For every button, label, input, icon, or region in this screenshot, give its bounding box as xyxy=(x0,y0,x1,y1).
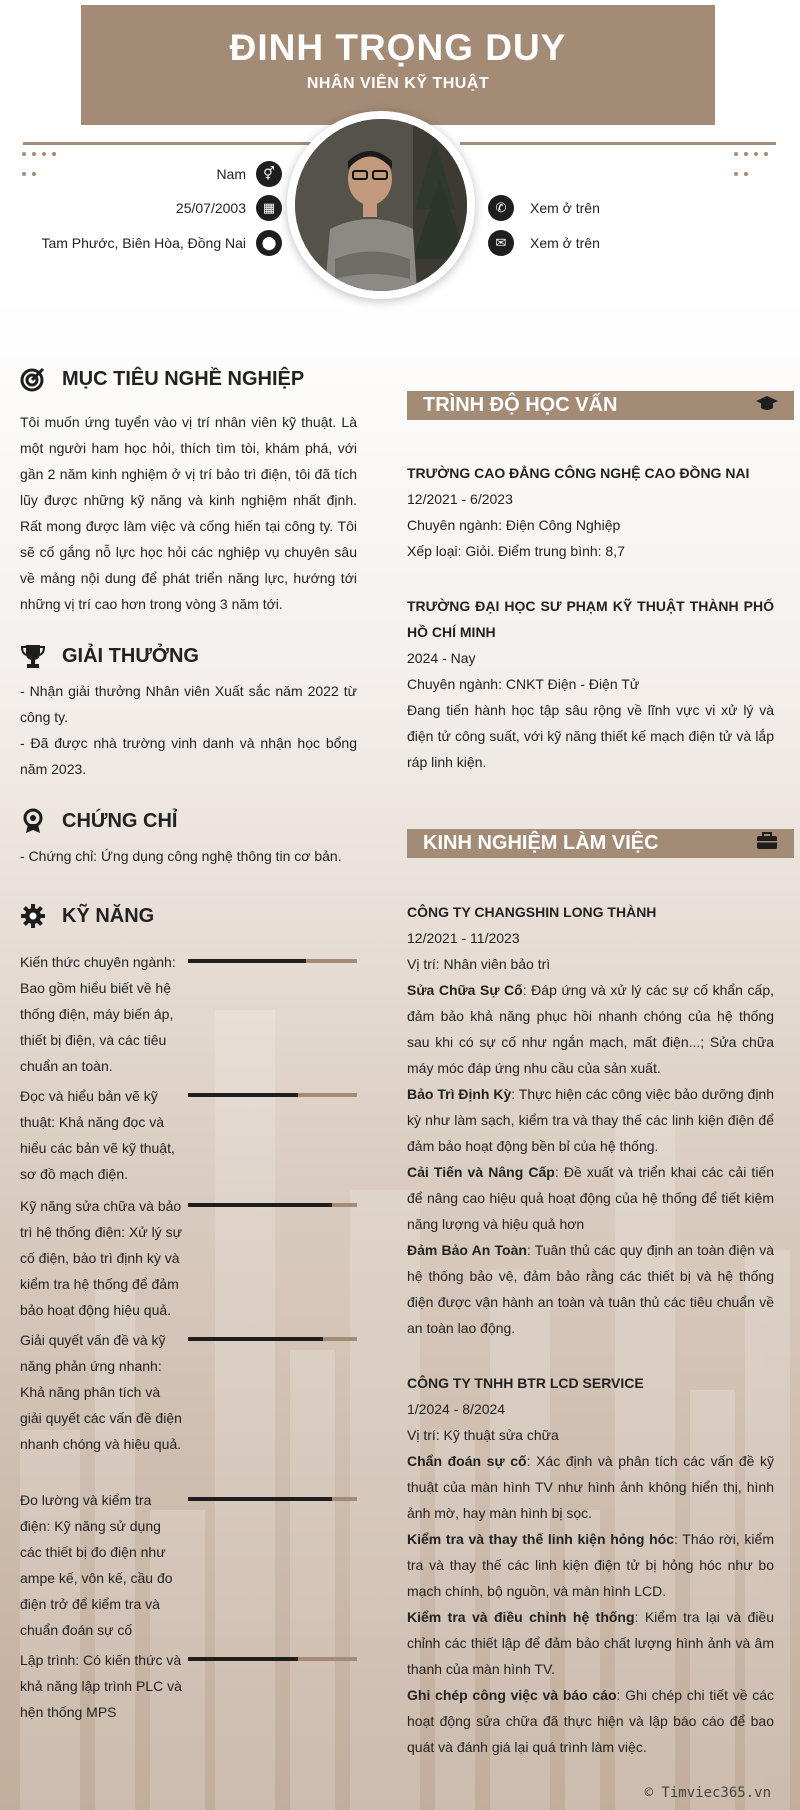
dots-decoration-right xyxy=(734,152,774,192)
phone-text[interactable]: Xem ở trên xyxy=(530,200,600,216)
avatar-frame xyxy=(287,111,475,299)
task-label: Bảo Trì Định Kỳ xyxy=(407,1086,512,1102)
skill-bar xyxy=(188,1337,357,1341)
experience-period: 12/2021 - 11/2023 xyxy=(407,930,520,946)
location-icon: ⬤ xyxy=(256,230,282,256)
job-title: NHÂN VIÊN KỸ THUẬT xyxy=(306,75,490,92)
skill-bar-fill xyxy=(188,959,306,963)
task-item xyxy=(407,1081,774,1159)
task-label: Sửa Chữa Sự Cố xyxy=(407,982,523,998)
task-item xyxy=(407,1159,774,1237)
skills-title: KỸ NĂNG xyxy=(62,904,155,927)
education-period: 2024 - Nay xyxy=(407,650,476,666)
email-row xyxy=(488,230,600,256)
experience-period: 1/2024 - 8/2024 xyxy=(407,1401,506,1417)
education-note: Xếp loại: Giỏi. Điểm trung bình: 8,7 xyxy=(407,543,625,559)
footer-credit[interactable]: © Timviec365.vn xyxy=(644,1785,771,1801)
experience-title: KINH NGHIỆM LÀM VIỆC xyxy=(423,832,659,854)
skill-item xyxy=(20,949,357,1079)
gender-icon: ⚥ xyxy=(256,161,282,187)
objective-heading xyxy=(20,366,304,392)
birthday-row xyxy=(176,195,282,221)
education-major: Chuyên ngành: CNKT Điện - Điện Tử xyxy=(407,676,640,692)
experience-heading xyxy=(407,829,794,858)
task-text: : Tuân thủ các quy định an toàn điện và hệ thống bảo vệ, đảm bảo rằng các thiết bị và hệ thống điện được vận hành an toàn và tuân thủ các tiêu chuẩn về an toàn lao động. xyxy=(407,1242,774,1336)
birthday-text: 25/07/2003 xyxy=(175,200,246,216)
skill-bar-fill xyxy=(188,1093,298,1097)
task-item xyxy=(407,1448,774,1526)
task-label: Chẩn đoán sự cố xyxy=(407,1453,527,1469)
task-text: : Tháo rời, kiểm tra và thay thế các linh kiện điện tử bị hỏng hóc như bo mạch chính, bộ nguồn, và màn hình LCD. xyxy=(407,1531,774,1599)
task-item xyxy=(407,1604,774,1682)
gear-icon xyxy=(20,903,46,929)
phone-row xyxy=(488,195,600,221)
certificates-heading xyxy=(20,808,177,834)
education-heading xyxy=(407,391,794,420)
task-item xyxy=(407,977,774,1081)
skill-item xyxy=(20,1647,357,1725)
award-item: - Nhận giải thưởng Nhân viên Xuất sắc năm 2022 từ công ty. xyxy=(20,683,357,725)
objective-title: MỤC TIÊU NGHỀ NGHIỆP xyxy=(62,367,305,390)
company-name: CÔNG TY CHANGSHIN LONG THÀNH xyxy=(407,904,657,920)
education-major: Chuyên ngành: Điện Công Nghiệp xyxy=(407,517,621,533)
divider-left xyxy=(23,142,313,145)
skills-heading xyxy=(20,903,154,929)
address-row xyxy=(41,230,282,256)
skill-bar-fill xyxy=(188,1497,332,1501)
skill-text: Lập trình: Có kiến thức và khả năng lập trình PLC và hện thống MPS xyxy=(20,1652,182,1720)
skill-bar xyxy=(188,959,357,963)
skill-text: Giải quyết vấn đề và kỹ năng phản ứng nhanh: Khả năng phân tích và giải quyết các vấn đề điện nhanh chóng và hiệu quả. xyxy=(20,1332,182,1452)
task-label: Đảm Bảo An Toàn xyxy=(407,1242,527,1258)
task-item xyxy=(407,1682,774,1760)
skill-bar xyxy=(188,1497,357,1501)
skill-item xyxy=(20,1193,357,1323)
task-label: Kiểm tra và thay thế linh kiện hỏng hóc xyxy=(407,1531,674,1547)
award-item: - Đã được nhà trường vinh danh và nhận học bổng năm 2023. xyxy=(20,735,357,777)
task-item xyxy=(407,1237,774,1341)
trophy-icon xyxy=(20,643,46,669)
header-banner xyxy=(81,5,715,125)
email-icon: ✉ xyxy=(488,230,514,256)
skill-bar-fill xyxy=(188,1657,298,1661)
experience-item xyxy=(407,1370,774,1760)
candidate-name: ĐINH TRỌNG DUY xyxy=(229,27,567,68)
skill-item xyxy=(20,1327,357,1457)
skill-item xyxy=(20,1487,357,1643)
skill-bar xyxy=(188,1093,357,1097)
badge-icon xyxy=(20,808,46,834)
target-icon xyxy=(20,366,46,392)
school-name: TRƯỜNG CAO ĐẲNG CÔNG NGHỆ CAO ĐỒNG NAI xyxy=(407,465,750,481)
education-item xyxy=(407,460,774,564)
education-title: TRÌNH ĐỘ HỌC VẤN xyxy=(423,394,618,416)
task-text: : Thực hiện các công việc bảo dưỡng định kỳ như làm sạch, kiểm tra và thay thế các linh kiện điện để đảm bảo hoạt động bền bỉ của hệ thống. xyxy=(407,1086,774,1154)
objective-text: Tôi muốn ứng tuyển vào vị trí nhân viên kỹ thuật. Là một người ham học hỏi, thích tìm tòi, khám phá, với gần 2 năm kinh nghiệm ở vị trí bảo trì điện, tôi đã tích lũy được những kỹ năng và kinh nghiệm nhất định. Rất mong được làm việc và cống hiến tại công ty. Tôi sẽ cố gắng nỗ lực học hỏi các nghiệp vụ chuyên sâu về mảng nội dung để phát triển năng lực, hướng tới những vị trí cao hơn trong vòng 3 năm tới. xyxy=(20,414,357,612)
task-label: Ghi chép công việc và báo cáo xyxy=(407,1687,617,1703)
awards-list xyxy=(20,678,357,782)
experience-item xyxy=(407,899,774,1341)
skill-bar-fill xyxy=(188,1337,323,1341)
company-name: CÔNG TY TNHH BTR LCD SERVICE xyxy=(407,1375,644,1391)
skill-bar xyxy=(188,1657,357,1661)
divider-right xyxy=(460,142,776,145)
education-note: Đang tiến hành học tập sâu rộng về lĩnh vực vi xử lý và điện tử công suất, với kỹ năng thiết kế mạch điện tử và lắp ráp linh kiện. xyxy=(407,702,774,770)
calendar-icon: ▦ xyxy=(256,195,282,221)
school-name: TRƯỜNG ĐẠI HỌC SƯ PHẠM KỸ THUẬT THÀNH PHỐ HỒ CHÍ MINH xyxy=(407,598,774,640)
briefcase-icon xyxy=(756,832,778,856)
awards-title: GIẢI THƯỞNG xyxy=(62,644,199,667)
gender-row xyxy=(216,161,282,187)
education-item xyxy=(407,593,774,775)
task-text: : Ghi chép chi tiết về các hoạt động sửa chữa đã thực hiện và lập báo cáo để bao quát và đánh giá lại quá trình làm việc. xyxy=(407,1687,774,1755)
task-text: : Xác định và phân tích các vấn đề kỹ thuật của màn hình TV như hình ảnh không hiển thị, hình ảnh mờ, hay màn hình bị sọc. xyxy=(407,1453,775,1521)
skill-text: Kỹ năng sửa chữa và bảo trì hệ thống điện: Xử lý sự cố điện, bảo trì định kỳ và kiểm tra hệ thống để đảm bảo hoạt động hiệu quả. xyxy=(20,1198,182,1318)
certificates-title: CHỨNG CHỈ xyxy=(62,809,178,832)
experience-position: Vị trí: Kỹ thuật sửa chữa xyxy=(407,1427,559,1443)
task-text: : Kiểm tra lại và điều chỉnh các thiết lập để đảm bảo chất lượng hình ảnh và âm thanh của màn hình TV. xyxy=(407,1609,775,1677)
education-period: 12/2021 - 6/2023 xyxy=(407,491,513,507)
task-label: Cải Tiến và Nâng Cấp xyxy=(407,1164,555,1180)
skill-text: Đo lường và kiểm tra điện: Kỹ năng sử dụng các thiết bị đo điện như ampe kế, vôn kế, cầu đo điện trở để kiểm tra và chuẩn đoán sự cố xyxy=(20,1492,173,1638)
task-item xyxy=(407,1526,774,1604)
skill-item xyxy=(20,1083,357,1187)
certificates-text: - Chứng chỉ: Ứng dụng công nghệ thông tin cơ bản. xyxy=(20,848,342,864)
task-text: : Đáp ứng và xử lý các sự cố khẩn cấp, đảm bảo khả năng phục hồi nhanh chóng của hệ thống sau khi có sự cố như ngắn mạch, mất điện...; Sửa chữa máy móc đáp ứng nhu cầu của sản xuất. xyxy=(407,982,775,1076)
gender-text: Nam xyxy=(216,166,246,182)
skill-bar xyxy=(188,1203,357,1207)
experience-position: Vị trí: Nhân viên bảo trì xyxy=(407,956,551,972)
email-text[interactable]: Xem ở trên xyxy=(530,235,600,251)
address-text: Tam Phước, Biên Hòa, Đồng Nai xyxy=(41,235,246,251)
graduation-cap-icon xyxy=(756,394,778,418)
task-label: Kiểm tra và điều chỉnh hệ thống xyxy=(407,1609,635,1625)
task-text: : Đề xuất và triển khai các cải tiến để nâng cao hiệu quả hoạt động của hệ thống để tiết kiệm năng lượng và hiệu quả hơn xyxy=(407,1164,774,1232)
skill-bar-fill xyxy=(188,1203,332,1207)
skill-text: Đọc và hiểu bản vẽ kỹ thuật: Khả năng đọc và hiểu các bản vẽ kỹ thuật, sơ đồ mạch điện. xyxy=(20,1088,175,1182)
phone-icon: ✆ xyxy=(488,195,514,221)
awards-heading xyxy=(20,643,199,669)
dots-decoration-left xyxy=(22,152,62,192)
skill-text: Kiến thức chuyên ngành: Bao gồm hiểu biết về hệ thống điện, máy biến áp, thiết bị điện, và các tiêu chuẩn an toàn. xyxy=(20,954,176,1074)
avatar xyxy=(295,119,467,291)
